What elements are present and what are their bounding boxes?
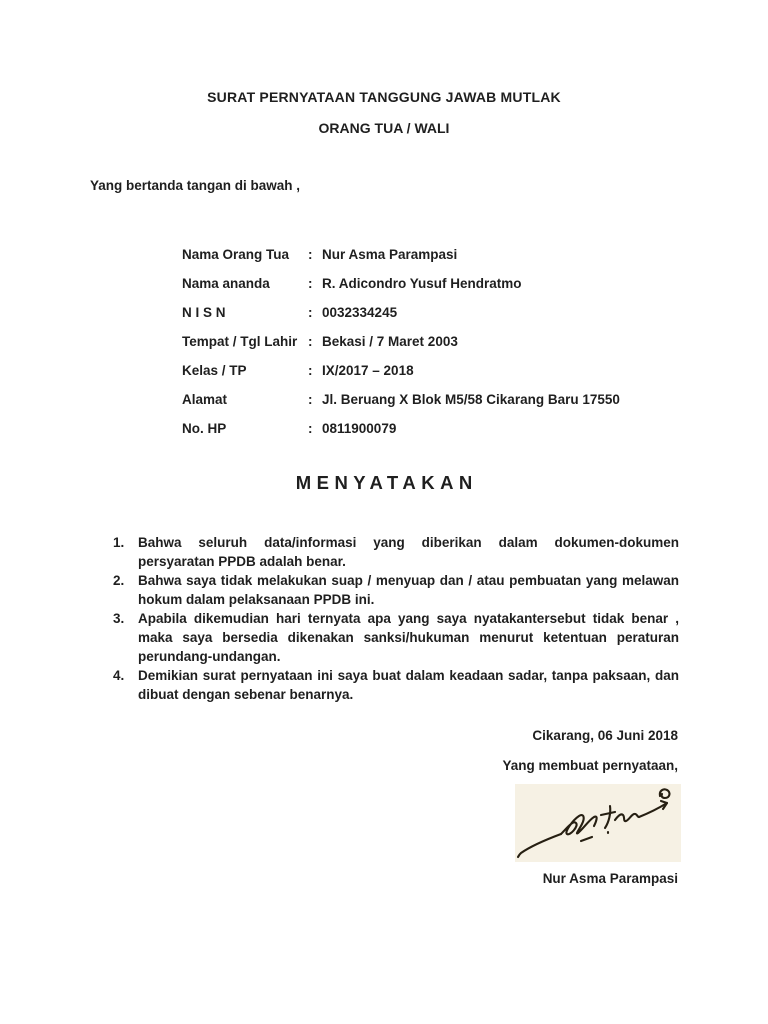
- statement-number: 3.: [113, 611, 125, 626]
- statement-text: Bahwa saya tidak melakukan suap / menyuap dan / atau pembuatan yang melawan hokum dalam pelaksanaan PPDB ini.: [138, 573, 679, 607]
- document-title: SURAT PERNYATAAN TANGGUNG JAWAB MUTLAK: [207, 89, 561, 105]
- title-block: [0, 89, 768, 136]
- signatory-intro: Yang membuat pernyataan,: [502, 758, 678, 773]
- field-separator: :: [308, 247, 313, 262]
- field-value: Jl. Beruang X Blok M5/58 Cikarang Baru 17550: [322, 392, 620, 407]
- field-row-nama-ananda: [182, 269, 682, 298]
- statement-text: Demikian surat pernyataan ini saya buat dalam keadaan sadar, tanpa paksaan, dan dibuat dengan sebenar benarnya.: [138, 668, 679, 702]
- field-label: Nama Orang Tua: [182, 247, 290, 262]
- statement-item-4: [113, 666, 679, 704]
- statement-list: [113, 533, 679, 704]
- field-value: Nur Asma Parampasi: [322, 247, 458, 262]
- signature-scribble-icon: [515, 784, 681, 862]
- field-row-tempat-tgl-lahir: [182, 327, 682, 356]
- statement-item-1: [113, 533, 679, 571]
- statement-text: Bahwa seluruh data/informasi yang diberikan dalam dokumen-dokumen persyaratan PPDB adalah benar.: [138, 535, 679, 569]
- field-label: No. HP: [182, 421, 227, 436]
- signatory-name: Nur Asma Parampasi: [542, 871, 678, 886]
- field-value: IX/2017 – 2018: [322, 363, 414, 378]
- field-label: Tempat / Tgl Lahir: [182, 334, 298, 349]
- field-row-nisn: [182, 298, 682, 327]
- field-separator: :: [308, 392, 313, 407]
- field-row-nama-orang-tua: [182, 240, 682, 269]
- statement-item-3: [113, 609, 679, 666]
- statement-item-2: [113, 571, 679, 609]
- document-subtitle: ORANG TUA / WALI: [318, 120, 450, 136]
- signature-image: [515, 784, 681, 862]
- field-value: R. Adicondro Yusuf Hendratmo: [322, 276, 522, 291]
- field-separator: :: [308, 363, 313, 378]
- field-label: Alamat: [182, 392, 228, 407]
- field-row-alamat: [182, 385, 682, 414]
- field-label: Kelas / TP: [182, 363, 247, 378]
- field-label: Nama ananda: [182, 276, 270, 291]
- opening-line: Yang bertanda tangan di bawah ,: [90, 178, 301, 193]
- statement-number: 1.: [113, 535, 125, 550]
- statement-number: 4.: [113, 668, 125, 683]
- field-row-no-hp: [182, 414, 682, 443]
- field-label: N I S N: [182, 305, 226, 320]
- field-value: 0032334245: [322, 305, 398, 320]
- field-separator: :: [308, 334, 313, 349]
- statement-number: 2.: [113, 573, 125, 588]
- field-separator: :: [308, 421, 313, 436]
- field-row-kelas-tp: [182, 356, 682, 385]
- place-date: Cikarang, 06 Juni 2018: [532, 728, 678, 743]
- field-value: Bekasi / 7 Maret 2003: [322, 334, 458, 349]
- field-separator: :: [308, 276, 313, 291]
- field-separator: :: [308, 305, 313, 320]
- statement-text: Apabila dikemudian hari ternyata apa yang saya nyatakantersebut tidak benar , maka saya bersedia dikenakan sanksi/hukuman menurut ketentuan peraturan perundang-undangan.: [138, 611, 679, 664]
- identity-fields: [182, 240, 682, 443]
- section-heading-menyatakan: MENYATAKAN: [295, 472, 478, 493]
- field-value: 0811900079: [322, 421, 397, 436]
